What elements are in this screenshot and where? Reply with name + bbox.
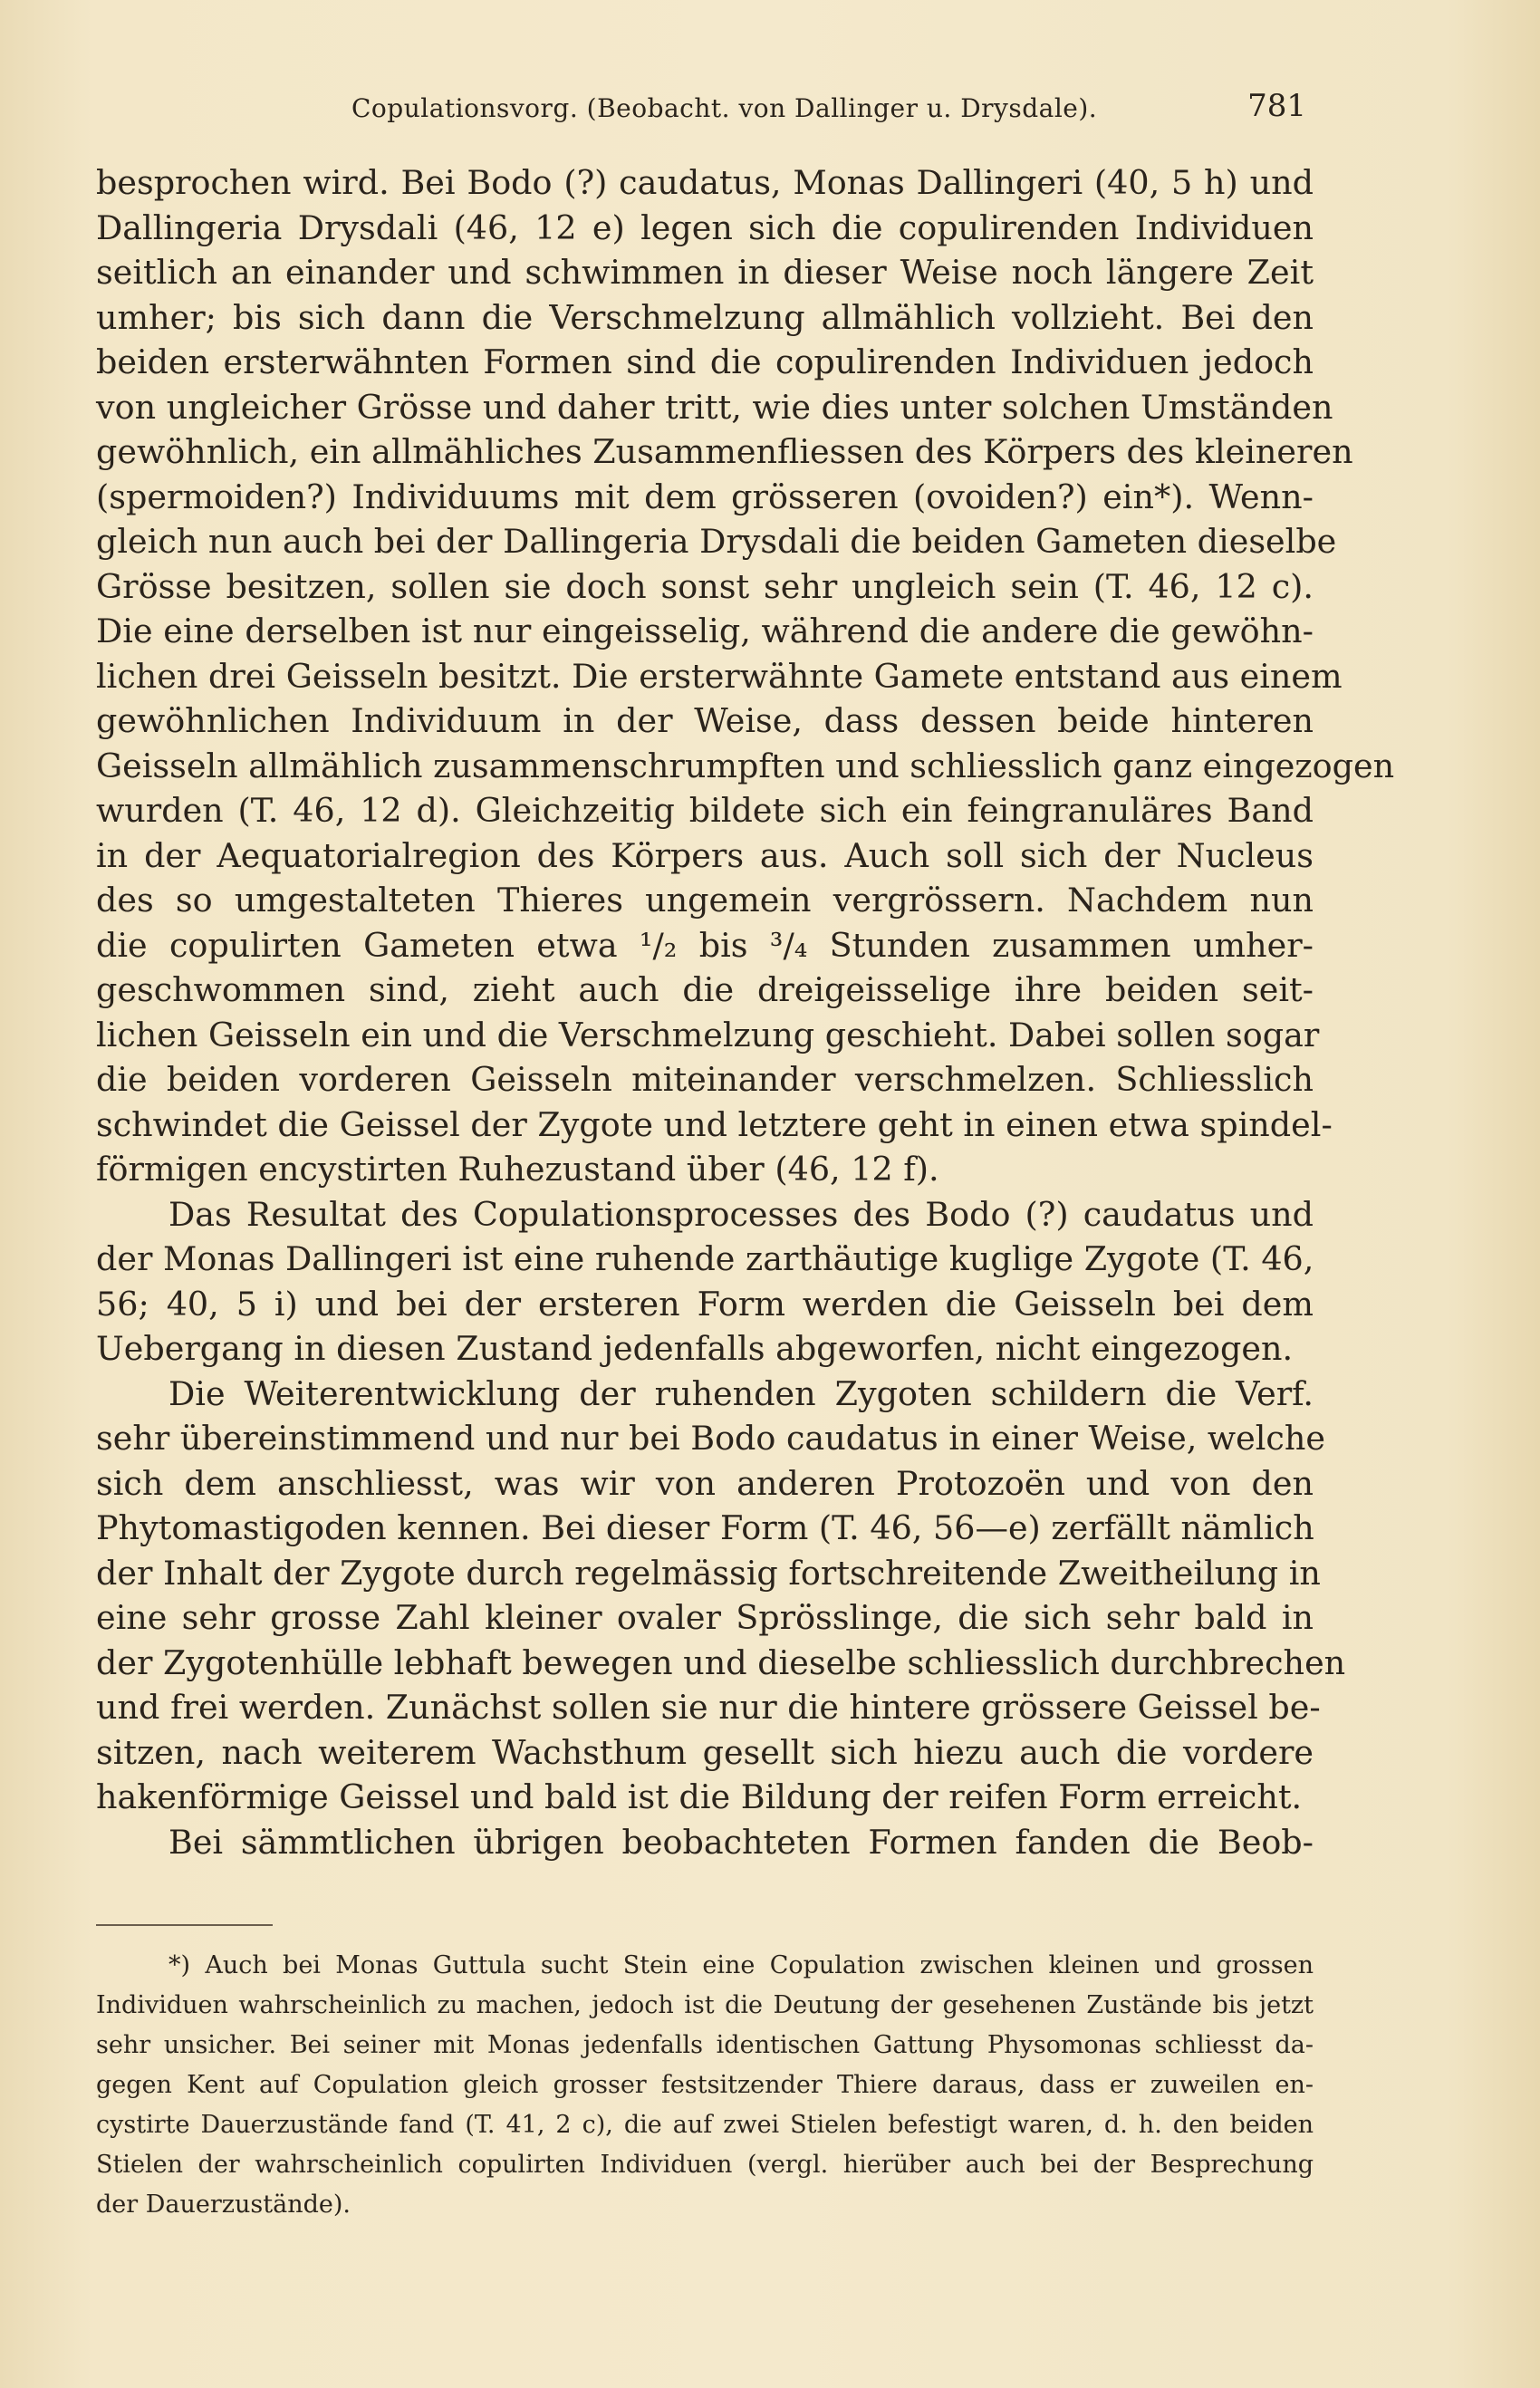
text-line: schwindet die Geissel der Zygote und letztere geht in einen etwa spindel- (96, 1104, 1333, 1144)
text-line: Grösse besitzen, sollen sie doch sonst sehr ungleich sein (T. 46, 12 c). (96, 566, 1314, 606)
text-line: lichen Geisseln ein und die Verschmelzung geschieht. Dabei sollen sogar (96, 1015, 1320, 1054)
text-line: der Monas Dallingeri ist eine ruhende zarthäutige kuglige Zygote (T. 46, (96, 1239, 1314, 1278)
text-line: der Inhalt der Zygote durch regelmässig fortschreitende Zweitheilung in (96, 1553, 1321, 1593)
text-line: beiden ersterwähnten Formen sind die copulirenden Individuen jedoch (96, 342, 1314, 381)
running-title: Copulationsvorg. (Beobacht. von Dallinger u. Drysdale). (351, 93, 1098, 123)
text-line: Das Resultat des Copulationsprocesses des Bodo (?) caudatus und (168, 1194, 1314, 1234)
footnote-line: Stielen der wahrscheinlich copulirten Individuen (vergl. hierüber auch bei der Besprechung (96, 2151, 1314, 2179)
footnote-line: Individuen wahrscheinlich zu machen, jedoch ist die Deutung der gesehenen Zustände bis jetzt (96, 1991, 1314, 2019)
page-number: 781 (1247, 88, 1306, 124)
text-line: Uebergang in diesen Zustand jedenfalls abgeworfen, nicht eingezogen. (96, 1329, 1294, 1368)
footnote-line: der Dauerzustände). (96, 2191, 351, 2219)
text-line: gleich nun auch bei der Dallingeria Drysdali die beiden Gameten dieselbe (96, 522, 1337, 561)
footnote-line: gegen Kent auf Copulation gleich grosser festsitzender Thiere daraus, dass er zuweilen en- (96, 2071, 1314, 2099)
footnote (96, 1946, 1314, 2225)
text-line: Geisseln allmählich zusammenschrumpften und schliesslich ganz eingezogen (96, 746, 1395, 785)
text-line: lichen drei Geisseln besitzt. Die ersterwähnte Gamete entstand aus einem (96, 656, 1343, 696)
footnote-divider (96, 1924, 273, 1926)
text-line: Bei sämmtlichen übrigen beobachteten Formen fanden die Beob- (168, 1822, 1314, 1862)
text-line: umher; bis sich dann die Verschmelzung allmählich vollzieht. Bei den (96, 297, 1314, 337)
text-line: gewöhnlichen Individuum in der Weise, dass dessen beide hinteren (96, 701, 1314, 740)
text-line: Phytomastigoden kennen. Bei dieser Form (T. 46, 56—e) zerfällt nämlich (96, 1508, 1314, 1547)
text-line: des so umgestalteten Thieres ungemein vergrössern. Nachdem nun (96, 881, 1314, 920)
text-line: besprochen wird. Bei Bodo (?) caudatus, Monas Dallingeri (40, 5 h) und (96, 163, 1314, 202)
text-line: eine sehr grosse Zahl kleiner ovaler Sprösslinge, die sich sehr bald in (96, 1598, 1314, 1637)
text-line: 56; 40, 5 i) und bei der ersteren Form werden die Geisseln bei dem (96, 1284, 1314, 1324)
text-line: geschwommen sind, zieht auch die dreigeisselige ihre beiden seit- (96, 970, 1314, 1009)
text-line: sehr übereinstimmend und nur bei Bodo caudatus in einer Weise, welche (96, 1419, 1325, 1458)
text-line: sitzen, nach weiterem Wachsthum gesellt sich hiezu auch die vordere (96, 1732, 1314, 1772)
main-text (96, 160, 1395, 1864)
text-line: die copulirten Gameten etwa ¹/₂ bis ³/₄ Stunden zusammen umher- (96, 925, 1314, 965)
footnote-line: cystirte Dauerzustände fand (T. 41, 2 c), die auf zwei Stielen befestigt waren, d. h. den beiden (96, 2111, 1314, 2139)
text-line: die beiden vorderen Geisseln miteinander verschmelzen. Schliesslich (96, 1060, 1314, 1099)
text-line: sich dem anschliesst, was wir von anderen Protozoën und von den (96, 1463, 1314, 1503)
text-line: der Zygotenhülle lebhaft bewegen und dieselbe schliesslich durchbrechen (96, 1642, 1346, 1682)
text-line: seitlich an einander und schwimmen in dieser Weise noch längere Zeit (96, 253, 1314, 292)
text-line: in der Aequatorialregion des Körpers aus. Auch soll sich der Nucleus (96, 835, 1314, 875)
text-line: von ungleicher Grösse und daher tritt, wie dies unter solchen Umständen (96, 387, 1333, 427)
footnote-line: sehr unsicher. Bei seiner mit Monas jedenfalls identischen Gattung Physomonas schliesst da- (96, 2031, 1314, 2059)
text-line: förmigen encystirten Ruhezustand über (46, 12 f). (96, 1150, 939, 1189)
page-header (96, 86, 1314, 131)
text-line: und frei werden. Zunächst sollen sie nur die hintere grössere Geissel be- (96, 1688, 1321, 1727)
text-line: gewöhnlich, ein allmähliches Zusammenfliessen des Körpers des kleineren (96, 432, 1353, 471)
text-line: hakenförmige Geissel und bald ist die Bildung der reifen Form erreicht. (96, 1777, 1303, 1816)
text-line: (spermoiden?) Individuums mit dem grösseren (ovoiden?) ein*). Wenn- (96, 477, 1314, 516)
text-line: Die Weiterentwicklung der ruhenden Zygoten schildern die Verf. (168, 1373, 1314, 1413)
text-line: Die eine derselben ist nur eingeisselig, während die andere die gewöhn- (96, 611, 1314, 650)
text-line: Dallingeria Drysdali (46, 12 e) legen sich die copulirenden Individuen (96, 207, 1314, 247)
footnote-line: *) Auch bei Monas Guttula sucht Stein eine Copulation zwischen kleinen und grossen (168, 1951, 1314, 1979)
text-line: wurden (T. 46, 12 d). Gleichzeitig bildete sich ein feingranuläres Band (96, 791, 1314, 830)
